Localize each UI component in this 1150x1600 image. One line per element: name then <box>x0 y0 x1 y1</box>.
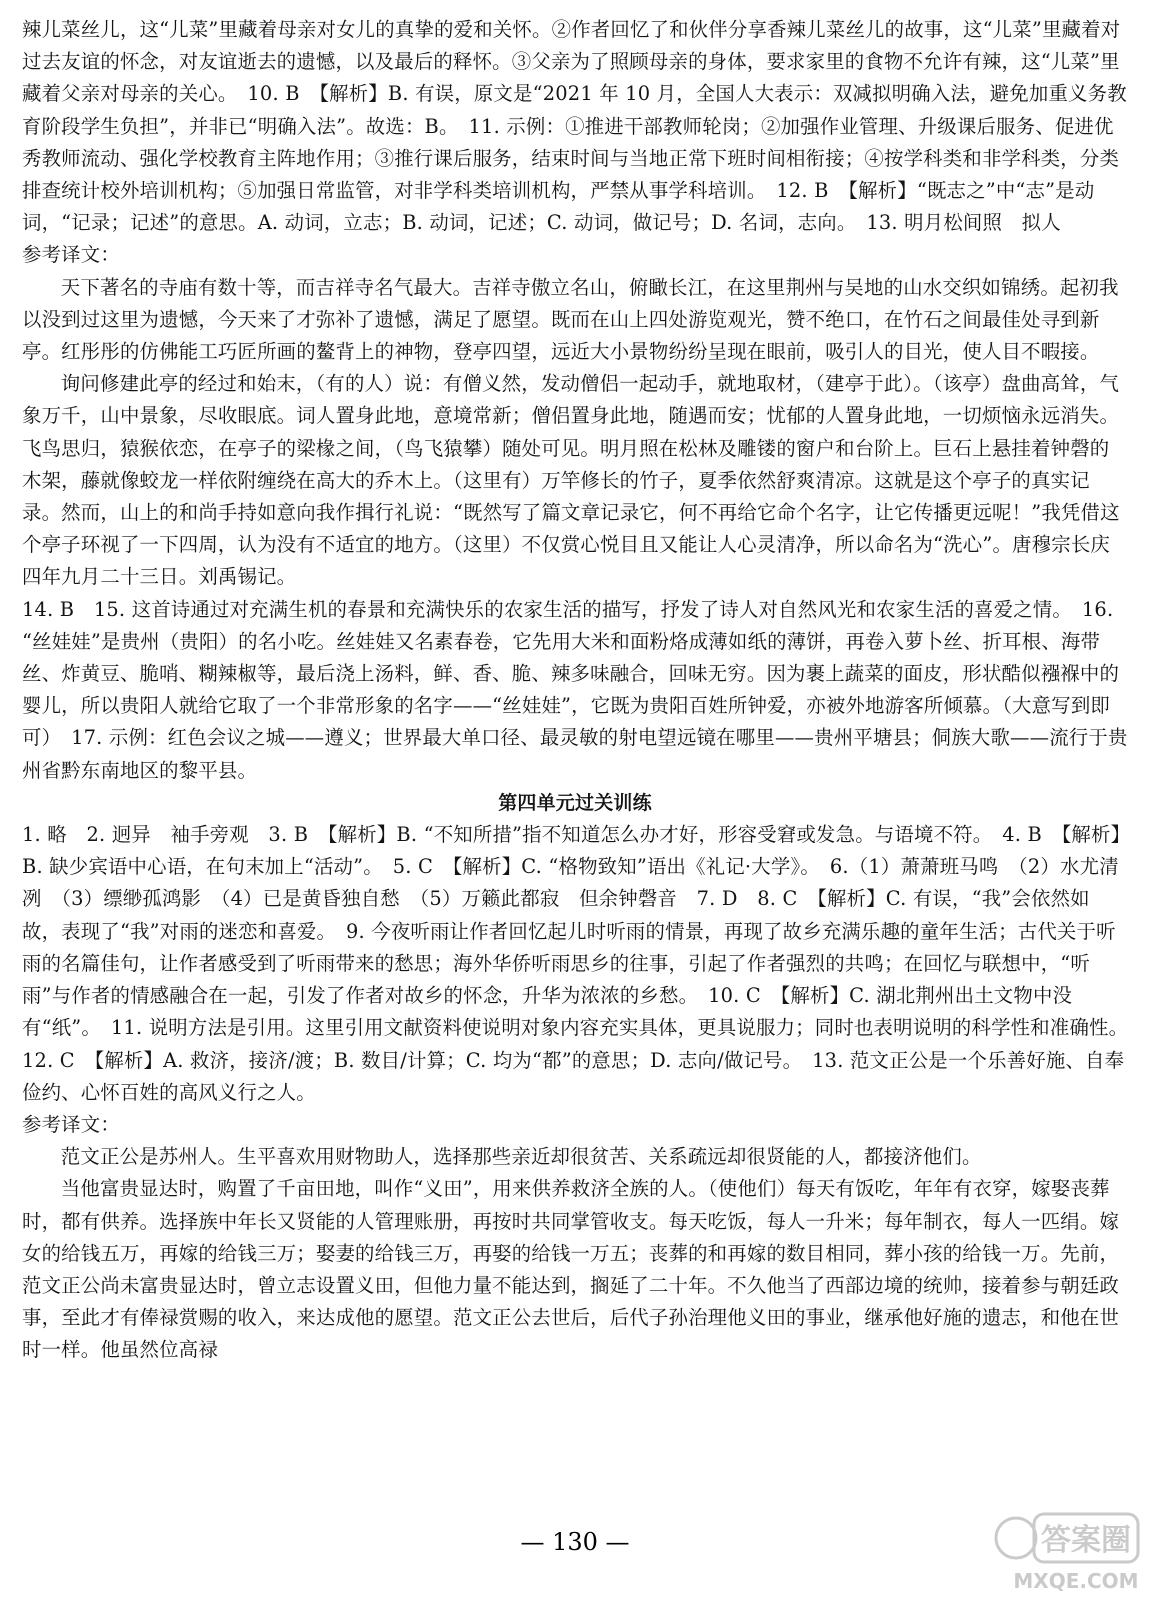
watermark-text: 答案圈 <box>1041 1523 1131 1558</box>
translation-paragraph: 范文正公是苏州人。生平喜欢用财物助人，选择那些亲近却很贫苦、关系疏远却很贤能的人，都接济他们。 <box>60 1145 982 1169</box>
page-number: — 130 — <box>520 1528 630 1556</box>
section-title: 第四单元过关训练 <box>498 791 652 814</box>
translation-label: 参考译文： <box>22 243 120 267</box>
answer-circle-logo-icon <box>992 1510 1142 1594</box>
answer-paragraph-unit4: 1. 略 2. 迥异 袖手旁观 3. B 【解析】B. “不知所措”指不知道怎么办才好，形容受窘或发急。与语境不符。 4. B 【解析】B. 缺少宾语中心语，在句末加上“活动”。 5. C 【解析】C. “格物致知”语出《礼记·大学》。 6.（1）萧萧班马鸣 （2）水尤清冽 （3）缥缈孤鸿影 （4）已是黄昏独自愁 （5）万籁此都寂 但余钟磬音 7. D 8. C 【解析】C. 有误，“我”会依然如故，表现了“我”对雨的迷恋和喜爱。 9. 今夜听雨让作者回忆起儿时听雨的情景，再现了故乡充满乐趣的童年生活；古代关于听雨的名篇佳句，让作者感受到了听雨带来的愁思；海外华侨听雨思乡的往事，引起了作者强烈的共鸣；在回忆与联想中，“听雨”与作者的情感融合在一起，引发了作者对故乡的怀念，升华为浓浓的乡愁。 10. C 【解析】C. 湖北荆州出土文物中没有“纸”。 11. 说明方法是引用。这里引用文献资料使说明对象内容充实具体，更具说服力；同时也表明说明的科学性和准确性。 12. C 【解析】A. 救济，接济/渡；B. 数目/计算；C. 均为“都”的意思；D. 志向/做记号。 13. 范文正公是一个乐善好施、自奉俭约、心怀百姓的高风义行之人。 <box>22 823 1139 1104</box>
translation-label: 参考译文： <box>22 1112 120 1136</box>
watermark-url: MXQE.COM <box>1013 1569 1139 1593</box>
translation-paragraph: 当他富贵显达时，购置了千亩田地，叫作“义田”，用来供养救济全族的人。（使他们）每天有饭吃，年年有衣穿，嫁娶丧葬时，都有供养。选择族中年长又贤能的人管理账册，再按时共同掌管收支。每天吃饭，每人一升米；每年制衣，每人一匹绢。嫁女的给钱五万，再嫁的给钱三万；娶妻的给钱三万，再娶的给钱一万五；丧葬的和再嫁的数目相同，葬小孩的给钱一万。先前，范文正公尚未富贵显达时，曾立志设置义田，但他力量不能达到，搁延了二十年。不久他当了西部边境的统帅，接着参与朝廷政事，至此才有俸禄赏赐的收入，来达成他的愿望。范文正公去世后，后代子孙治理他义田的事业，继承他好施的遗志，和他在世时一样。他虽然位高禄 <box>22 1177 1120 1362</box>
answer-paragraph-unit3: 辣儿菜丝儿，这“儿菜”里藏着母亲对女儿的真挚的爱和关怀。②作者回忆了和伙伴分享香辣儿菜丝儿的故事，这“儿菜”里藏着对过去友谊的怀念，对友谊逝去的遗憾，以及最后的释怀。③父亲为了照顾母亲的身体，要求家里的食物不允许有辣，这“儿菜”里藏着父亲对母亲的关心。 10. B 【解析】B. 有误，原文是“2021 年 10 月，全国人大表示：双减拟明确入法，避免加重义务教育阶段学生负担”，并非已“明确入法”。故选：B。 11. 示例：①推进干部教师轮岗；②加强作业管理、升级课后服务、促进优秀教师流动、强化学校教育主阵地作用；③推行课后服务，结束时间与当地正常下班时间相衔接；④按学科类和非学科类，分类排查统计校外培训机构；⑤加强日常监管，对非学科类培训机构，严禁从事学科培训。 12. B 【解析】“既志之”中“志”是动词，“记录；记述”的意思。A. 动词，立志；B. 动词，记述；C. 动词，做记号；D. 名词，志向。 13. 明月松间照 拟人 <box>22 18 1127 235</box>
watermark <box>992 1510 1142 1594</box>
translation-paragraph: 询问修建此亭的经过和始末，（有的人）说：有僧义然，发动僧侣一起动手，就地取材，（建亭于此）。（该亭）盘曲高耸，气象万千，山中景象，尽收眼底。词人置身此地，意境常新；僧侣置身此地，随遇而安；忧郁的人置身此地，一切烦恼永远消失。飞鸟思归，猿猴依恋，在亭子的梁椽之间，（鸟飞猿攀）随处可见。明月照在松林及雕镂的窗户和台阶上。巨石上悬挂着钟磬的木架，藤就像蛟龙一样依附缠绕在高大的乔木上。（这里有）万竿修长的竹子，夏季依然舒爽清凉。这就是这个亭子的真实记录。然而，山上的和尚手持如意向我作揖行礼说：“既然写了篇文章记录它，何不再给它命个名字，让它传播更远呢！”我凭借这个亭子环视了一下四周，认为没有不适宜的地方。（这里）不仅赏心悦目且又能让人心灵清净，所以命名为“洗心”。唐穆宗长庆四年九月二十三日。刘禹锡记。 <box>22 372 1120 589</box>
translation-paragraph: 天下著名的寺庙有数十等，而吉祥寺名气最大。吉祥寺傲立名山，俯瞰长江，在这里荆州与吴地的山水交织如锦绣。起初我以没到过这里为遗憾，今天来了才弥补了遗憾，满足了愿望。既而在山上四处游览观光，赞不绝口，在竹石之间最佳处寻到新亭。红彤彤的仿佛能工巧匠所画的鳌背上的神物，登亭四望，远近大小景物纷纷呈现在眼前，吸引人的目光，使人目不暇接。 <box>22 275 1119 364</box>
answer-paragraph: 14. B 15. 这首诗通过对充满生机的春景和充满快乐的农家生活的描写，抒发了诗人对自然风光和农家生活的喜爱之情。 16. “丝娃娃”是贵州（贵阳）的名小吃。丝娃娃又名素春卷，它先用大米和面粉烙成薄如纸的薄饼，再卷入萝卜丝、折耳根、海带丝、炸黄豆、脆哨、糊辣椒等，最后浇上汤料，鲜、香、脆、辣多味融合，回味无穷。因为裹上蔬菜的面皮，形状酷似襁褓中的婴儿，所以贵阳人就给它取了一个非常形象的名字——“丝娃娃”，它既为贵阳百姓所钟爱，亦被外地游客所倾慕。（大意写到即可） 17. 示例：红色会议之城——遵义；世界最大单口径、最灵敏的射电望远镜在哪里——贵州平塘县；侗族大歌——流行于贵州省黔东南地区的黎平县。 <box>22 597 1128 782</box>
